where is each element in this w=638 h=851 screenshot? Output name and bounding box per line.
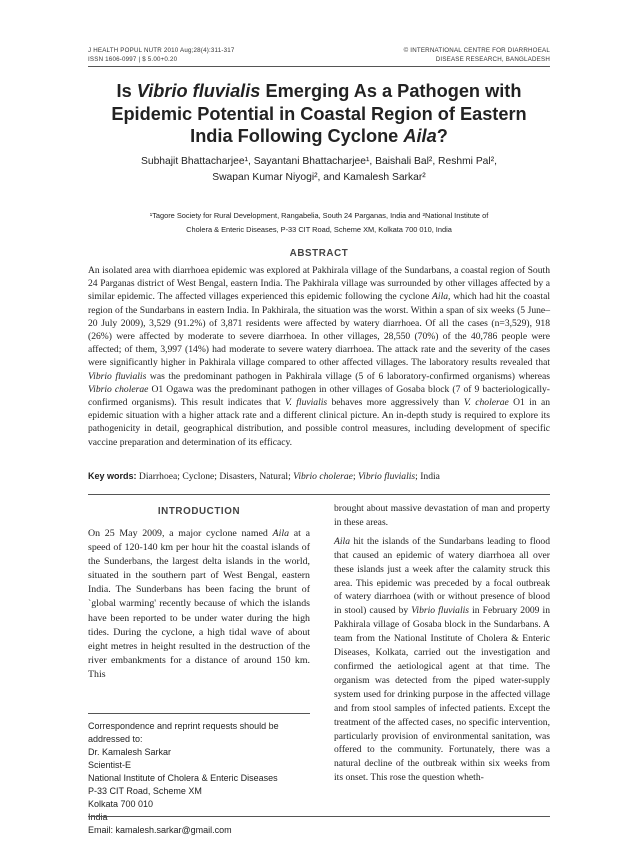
title-part-italic: Vibrio fluvialis xyxy=(136,81,261,101)
introduction-paragraph xyxy=(88,527,310,682)
author-list xyxy=(108,154,530,185)
title-part-italic: Aila xyxy=(403,126,437,146)
correspondence-city: Kolkata 700 010 xyxy=(88,799,154,809)
author-line: Subhajit Bhattacharjee¹, Sayantani Bhattacharjee¹, Baishali Bal², Reshmi Pal², xyxy=(140,156,497,167)
author-line: Swapan Kumar Niyogi², and Kamalesh Sarkar² xyxy=(212,171,426,183)
abstract-segment-italic: Vibrio cholerae xyxy=(88,383,149,395)
correspondence-line: addressed to: xyxy=(88,734,143,744)
correspondence-institute: National Institute of Cholera & Enteric Diseases xyxy=(88,773,278,783)
abstract-segment: which had hit the coastal region of the Sundarbans in eastern India. In Pakhirala, the situation was the worst. Within a span of six weeks (5 June–20 July 2009), 3,529 (91.2%) of 3,871 residents were affected by watery diarrhoea. Of all the cases (n=3,529), 918 (26%) were affected by moderate to severe diarrhoea. In other villages, 28,550 (70%) of the 40,786 people were affected; of them, 3,997 (14%) had moderate to severe watery diarrhoea. The attack rate and the severity of the cases were significantly higher in Pakhirala village compared to other affected villages. The laboratory results revealed that xyxy=(88,291,550,369)
journal-header-left xyxy=(88,46,235,64)
affiliation-line: Cholera & Enteric Diseases, P-33 CIT Road, Scheme XM, Kolkata 700 010, India xyxy=(186,224,452,234)
correspondence-line: Correspondence and reprint requests should be xyxy=(88,721,279,731)
article-title xyxy=(98,80,540,148)
journal-issn: ISSN 1606-0997 | $ 5.00+0.20 xyxy=(88,56,178,63)
keywords-segment-italic: Vibrio cholerae xyxy=(293,471,353,482)
body-paragraph xyxy=(334,535,550,785)
abstract-segment: behaves more aggressively than xyxy=(327,397,464,409)
journal-citation: J HEALTH POPUL NUTR 2010 Aug;28(4):311-317 xyxy=(88,47,235,54)
abstract-text xyxy=(88,264,550,449)
keywords-segment: ; xyxy=(352,471,359,482)
section-rule xyxy=(88,494,550,495)
intro-segment: On 25 May 2009, a major cyclone named xyxy=(88,528,273,539)
title-part: ? xyxy=(436,126,448,146)
copyright-line: © INTERNATIONAL CENTRE FOR DIARRHOEAL xyxy=(403,47,550,54)
intro-segment-italic: Aila xyxy=(272,528,290,539)
keywords xyxy=(88,470,550,483)
abstract-segment-italic: V. cholerae xyxy=(463,397,509,409)
abstract-segment: O1 Ogawa was the predominant pathogen in other villages of Gosaba block (7 of 9 bacteriologically-confirmed organisms). This result indicates that xyxy=(88,383,550,409)
body-segment-italic: Aila xyxy=(334,535,350,547)
abstract-segment-italic: V. fluvialis xyxy=(284,397,328,409)
abstract-heading: ABSTRACT xyxy=(289,248,349,259)
affiliations xyxy=(118,209,520,236)
body-segment: hit the islands of the Sundarbans leading to flood that caused an epidemic of watery diarrhoea all over these islands just a week after the calamity struck this area. This epidemic was preceded by a focal outbreak of watery diarrhoea (with or without presence of blood in stool) caused by xyxy=(334,535,550,617)
abstract-segment-italic: Vibrio fluvialis xyxy=(88,370,147,382)
affiliation-line: ¹Tagore Society for Rural Development, Rangabelia, South 24 Parganas, India and ²National Institute of xyxy=(149,211,489,220)
correspondence-country: India xyxy=(88,812,108,822)
correspondence-email: Email: kamalesh.sarkar@gmail.com xyxy=(88,825,232,835)
journal-header-right xyxy=(404,46,550,64)
introduction-heading: INTRODUCTION xyxy=(157,506,241,517)
correspondence-name: Dr. Kamalesh Sarkar xyxy=(88,747,172,757)
correspondence-address: P-33 CIT Road, Scheme XM xyxy=(88,786,202,796)
abstract-segment-italic: Aila, xyxy=(432,291,451,303)
body-segment: in February 2009 in Pakhirala village of Gosaba block in the Sundarbans. A team from the National Institute of Cholera & Enteric Diseases, Kolkata, carried out the investigation and confirmed the aetiological agent at that time. The organism was detected from the piped water-supply system used for drinking purpose in the affected village and from stool samples of infected patients. Except the treatment of the affected cases, no specific intervention, particularly provision of environmental sanitation, was offered to the community. Fortunately, there was a natural decline of the outbreak within six weeks from its onset. This rose the question wheth- xyxy=(334,605,551,784)
footer-rule xyxy=(88,816,550,817)
right-column xyxy=(334,502,550,790)
correspondence-box xyxy=(88,713,310,837)
title-part: Is xyxy=(116,81,137,101)
keywords-segment: Diarrhoea; Cyclone; Disasters, Natural; xyxy=(136,471,294,482)
keywords-segment: ; India xyxy=(415,471,440,482)
header-rule xyxy=(88,66,550,67)
abstract-segment: An isolated area with diarrhoea epidemic was explored at Pakhirala village of the Sundarbans, a coastal region of South 24 Parganas district of West Bengal, eastern India. The Pakhirala village was surrounded by other villages affected by a similar epidemic. The affected villages experienced this epidemic following the cyclone xyxy=(88,265,550,303)
abstract-segment: O1 in an epidemic situation with a higher attack rate and a different clinical picture. An in-depth study is required to explore its pathogenicity in detail, geographical distribution, and possible control measures, including development of specific vaccine preparation and determination of its efficacy. xyxy=(88,397,551,448)
correspondence-title: Scientist-E xyxy=(88,760,132,770)
title-part: Emerging As a Pathogen with Epidemic Potential in Coastal Region of Eastern India Following Cyclone xyxy=(111,81,527,146)
body-segment-italic: Vibrio fluvialis xyxy=(411,605,470,617)
intro-segment: at a speed of 120-140 km per hour hit the coastal islands of the Sunderbans, the largest delta islands in the world, situated in the southern part of West Bengal, eastern India. The Sunderbans has been facing the brunt of `global warming' recently because of which the islands have been reported to be under water during the high tides. During the cyclone, a high tidal wave of about eight metres in height resulted in the destruction of the river embankments for a distance of around 150 km. This xyxy=(88,528,310,680)
body-paragraph: brought about massive devastation of man and property in these areas. xyxy=(334,503,550,528)
keywords-label: Key words: xyxy=(88,471,137,481)
left-column xyxy=(88,502,310,682)
copyright-org: DISEASE RESEARCH, BANGLADESH xyxy=(435,56,550,63)
keywords-segment-italic: Vibrio fluvialis xyxy=(358,471,416,482)
abstract-segment: was the predominant pathogen in Pakhirala village (5 of 6 laboratory-confirmed organisms) whereas xyxy=(146,370,550,382)
